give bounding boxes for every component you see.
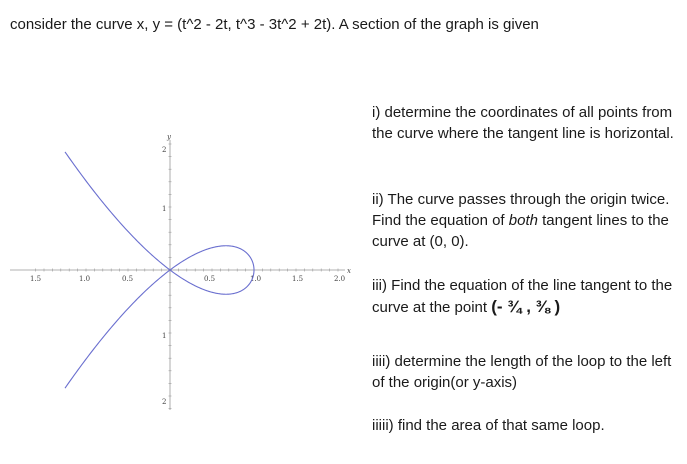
question-3-point: (- ¾ , ⅜ ) (491, 297, 561, 316)
question-2-emphasis: both (508, 212, 538, 229)
y-axis-label: y (167, 133, 171, 141)
y-tick-label: 1 (162, 332, 167, 340)
y-tick-label: 2 (162, 398, 167, 406)
question-2-text-start: ii) The curve passes through the origin twice. Find the equation of (372, 191, 670, 229)
question-2 (372, 189, 682, 252)
question-5: iiiii) find the area of that same loop. (372, 417, 605, 434)
y-tick-label: 1 (162, 205, 167, 213)
question-3-text: iii) Find the equation of the line tangent to the curve at the point (372, 277, 673, 316)
question-3 (372, 275, 684, 318)
question-1: i) determine the coordinates of all points from the curve where the tangent line is horizontal. (372, 104, 674, 142)
question-2-text-end: tangent lines to the curve at (0, 0). (372, 212, 669, 250)
x-tick-label: 1.0 (79, 275, 91, 283)
header-text: consider the curve x, y = (t^2 - 2t, t^3 - 3t^2 + 2t). A section of the graph is given (10, 16, 539, 33)
x-tick-label: 0.5 (204, 275, 216, 283)
x-tick-label: 1.5 (30, 275, 42, 283)
question-4: iiii) determine the length of the loop to the left of the origin(or y-axis) (372, 353, 672, 391)
x-axis-label: x (347, 267, 351, 275)
x-tick-label: 0.5 (122, 275, 134, 283)
curve-graph (0, 120, 360, 420)
x-tick-label: 2.0 (334, 275, 346, 283)
y-tick-label: 2 (162, 146, 167, 154)
x-tick-label: 1.0 (250, 275, 262, 283)
x-tick-label: 1.5 (292, 275, 304, 283)
